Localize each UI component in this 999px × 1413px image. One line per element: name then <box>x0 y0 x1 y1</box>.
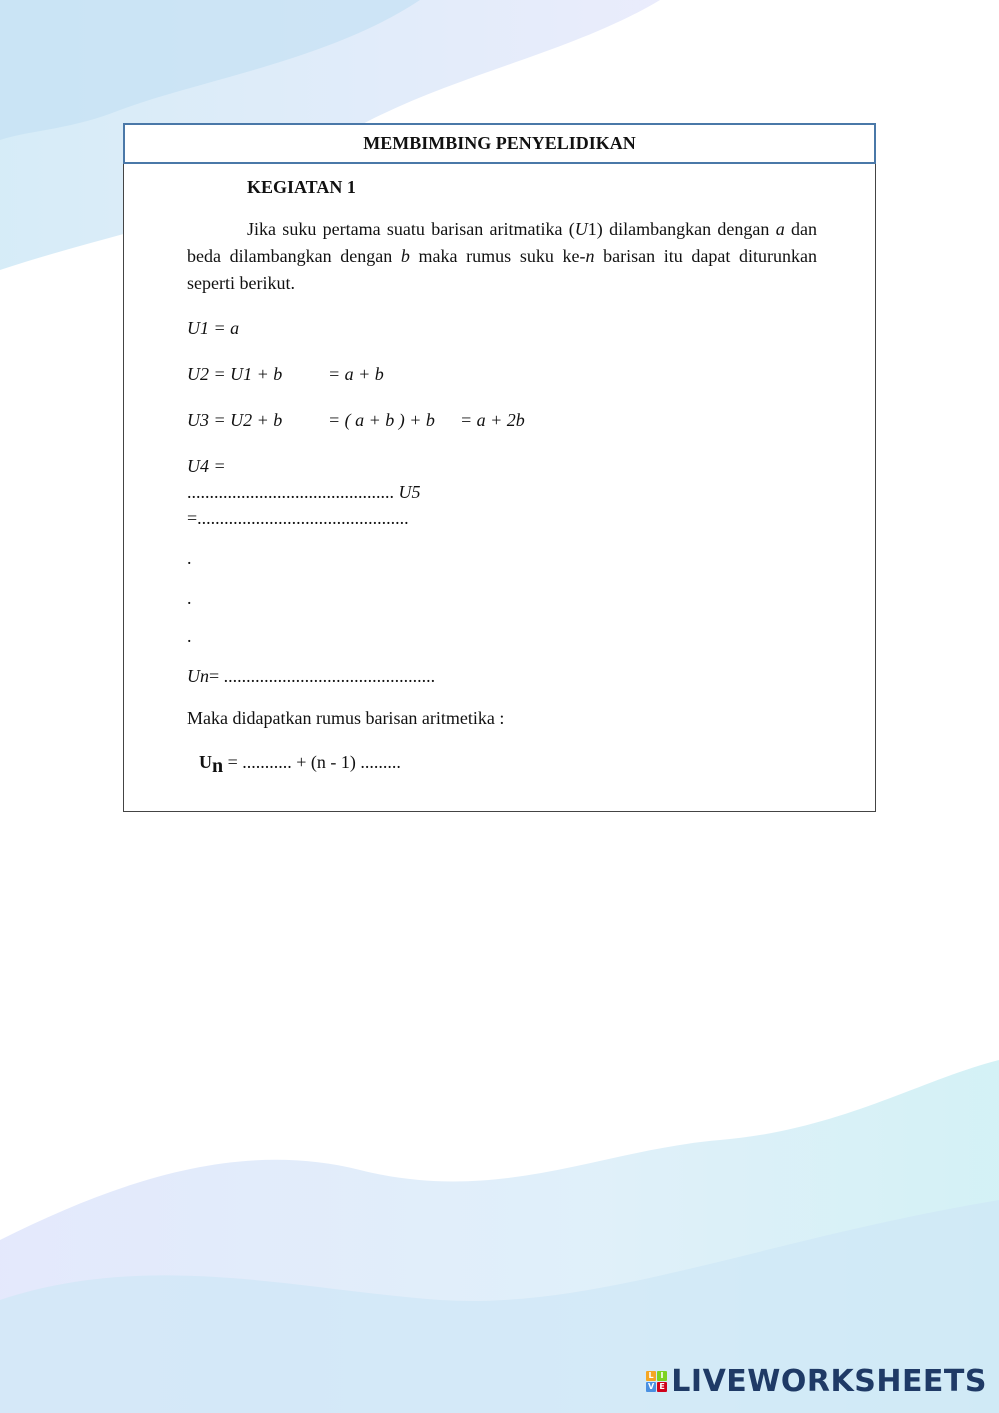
ellipsis-dot-2: . <box>187 588 192 608</box>
ellipsis-dot-1: . <box>187 548 192 568</box>
logo-grid-icon: L I V E <box>646 1371 667 1392</box>
activity-title: KEGIATAN 1 <box>247 177 356 197</box>
activity-content <box>187 174 817 775</box>
equation-u3: U3 = U2 + b = ( a + b ) + b = a + 2b <box>187 410 525 430</box>
liveworksheets-logo <box>646 1364 987 1399</box>
equation-un[interactable]: Un= ............................................... <box>187 666 436 686</box>
conclusion-text: Maka didapatkan rumus barisan aritmetika : <box>187 708 505 728</box>
equation-u4: U4 = <box>187 456 226 476</box>
equation-u2: U2 = U1 + b = a + b <box>187 364 384 384</box>
answer-blank-u4[interactable]: .............................................. U5 <box>187 482 421 502</box>
investigation-box <box>123 123 876 812</box>
box-title: MEMBIMBING PENYELIDIKAN <box>123 123 876 164</box>
equation-u1: U1 = a <box>187 318 240 338</box>
formula-blank[interactable]: Un = ........... + (n - 1) ......... <box>199 752 401 777</box>
logo-text: LIVEWORKSHEETS <box>671 1364 987 1399</box>
ellipsis-dot-3: . <box>187 626 192 646</box>
answer-blank-u5[interactable]: =............................................... <box>187 508 409 528</box>
intro-paragraph: Jika suku pertama suatu barisan aritmatika (U1) dilambangkan dengan a dan beda dilambangkan dengan b maka rumus suku ke-n barisan itu dapat diturunkan seperti berikut. <box>187 219 818 293</box>
